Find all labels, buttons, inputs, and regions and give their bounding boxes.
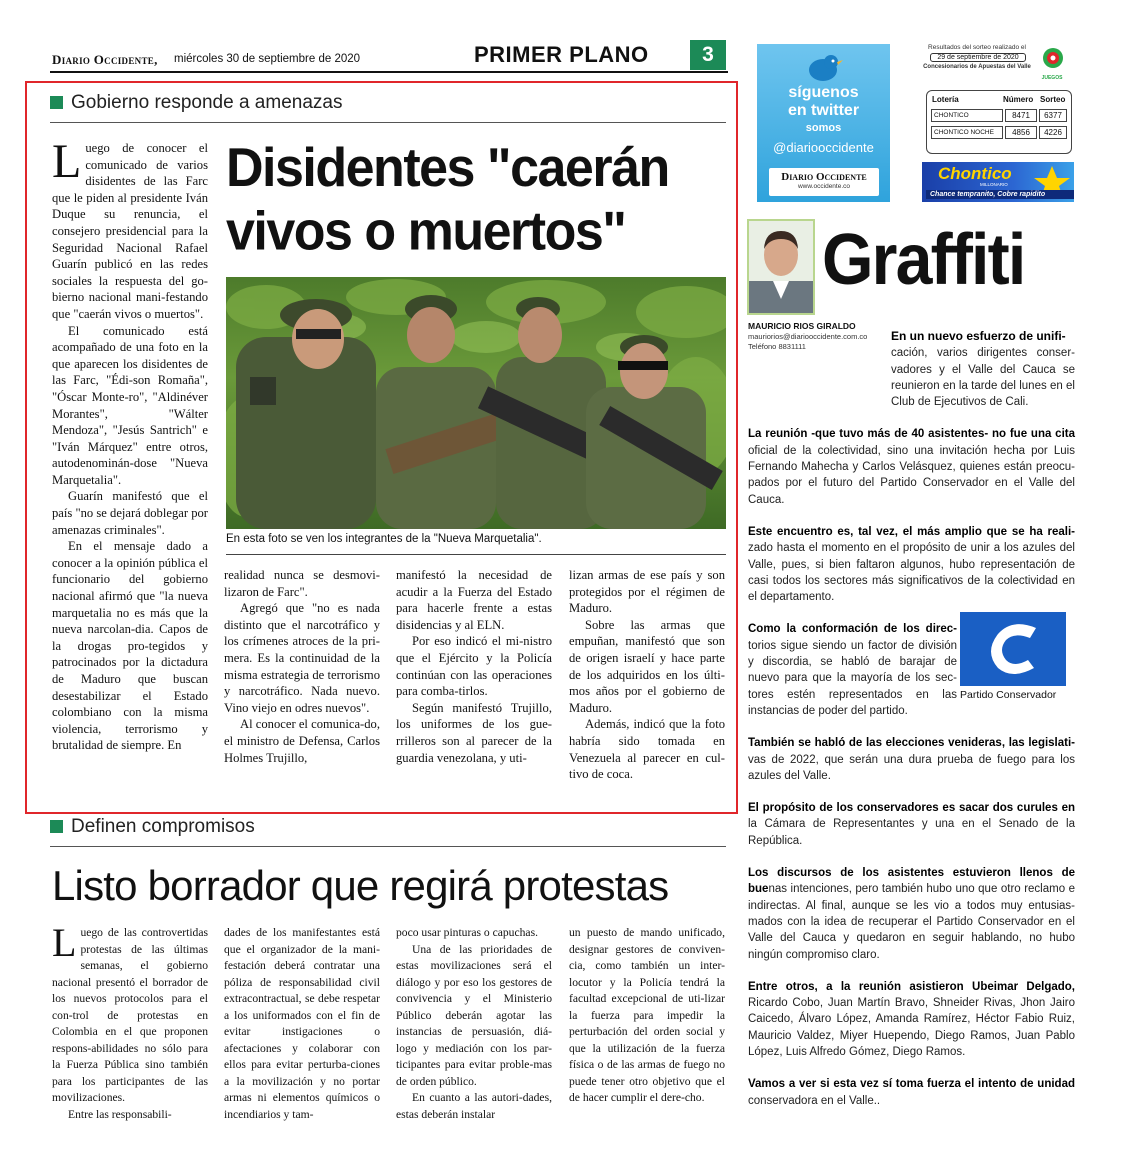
lottery-title-1: Resultados del sorteo realizado el: [928, 44, 1026, 51]
lottery-header-name: Lotería: [932, 95, 959, 104]
drop-cap: L: [52, 920, 77, 965]
lead-in: Como la conformación de los direc-: [748, 623, 957, 636]
twitter-line1: síguenos: [788, 84, 859, 101]
lottery-header-number: Número: [1003, 95, 1034, 104]
paragraph: Al conocer el comunica-do, el ministro de Defensa, Carlos Holmes Trujillo,: [224, 717, 380, 765]
paragraph: dades de los manifestantes está que el organizador de la mani-festación deberá contratar una póliza de responsabilidad civil extracontractual, se debe respetar a los uniformados con el fin de evitar instigaciones o afectaciones y colaborar con ellos para evitar perturba-ciones a la movilización y no portar armas ni elementos químicos o incendiarios y tam-: [224, 926, 380, 1121]
article1-photo: [226, 277, 726, 529]
kicker-text: Gobierno responde a amenazas: [71, 92, 343, 113]
lead-in: Entre otros, a la reunión asistieron Ubeimar Delgado,: [748, 980, 1075, 993]
lead-in: La reunión -que tuvo más de 40 asistentes- no fue una cita: [748, 428, 1075, 441]
paragraph: Entre las responsabili-: [68, 1107, 172, 1121]
paragraph-text: nas intenciones, pero también hubo uno que otro reclamo e indirectas. Al final, aunque se les vio a todos muy entusias-mados con la idea de recuperar el Partido Conservador en el Valle del Cauca y quedaron en seguir hablando, no hubo ningún compromiso claro.: [748, 883, 1075, 961]
header-date: miércoles 30 de septiembre de 2020: [174, 53, 361, 65]
kicker-square-icon: [50, 96, 63, 109]
lead-in: Este encuentro es, tal vez, el más amplio que se ha reali-: [748, 525, 1075, 538]
paragraph: En cuanto a las autori-dades, estas deberán instalar: [396, 1091, 552, 1121]
graffiti-paragraph: [748, 426, 1075, 507]
paragraph-text: vas de 2022, que serán una dura prueba de fuego para los azules del Valle.: [748, 753, 1075, 782]
paragraph-text: cación, varios dirigentes conser-vadores y el Valle del Cauca se reunieron en la tarde del lunes en el Club de Ejecutivos de Cali.: [891, 347, 1075, 409]
article1-col2: [224, 567, 380, 766]
author-photo: [747, 219, 815, 315]
twitter-line2: en twitter: [787, 102, 860, 119]
article2-kicker: [50, 816, 255, 838]
lottery-table: [926, 90, 1072, 154]
juegos-logo-text: JUEGOS: [1041, 75, 1063, 81]
paragraph-text: Ricardo Cobo, Juan Martín Bravo, Shneider Rivas, Jhon Jairo Caicedo, Álvaro López, Amanda Ramírez, Héctor Fabio Ruiz, Mauricio Valdez, Miyer Huependo, Diego Ramos, Juan Pablo López, Luis Alfredo Gómez, Diego Ramos.: [748, 997, 1075, 1058]
chontico-sub: MILLONARIO: [980, 182, 1008, 187]
paragraph: realidad nunca se desmovi-lizaron de Farc".: [224, 568, 380, 599]
article1-kicker: [50, 92, 342, 114]
lead-in: El propósito de los conservadores es sacar dos curules en: [748, 802, 1075, 815]
lottery-title-2: Concesionarios de Apuestas del Valle: [923, 64, 1031, 70]
article1-headline: Disidentes "caerán vivos o muertos": [226, 137, 669, 263]
paragraph: Agregó que "no es nada distinto que el narcotráfico y los crímenes atroces de la pri-mera. Es la continuidad de la misma estrategia de terrorismo y narcotráfico. Nada nuevo. Vino viejo en odres nuevos".: [224, 601, 380, 715]
author-portrait: [749, 221, 813, 313]
graffiti-paragraph: [748, 524, 1075, 605]
twitter-bird-icon: [803, 52, 843, 84]
article2-headline: Listo borrador que regirá protestas: [52, 862, 669, 909]
author-phone: Teléfono 8831111: [748, 342, 806, 351]
twitter-line3: somos: [805, 122, 842, 134]
paragraph-text: la Cámara de Representantes y una en el Senado de la República.: [748, 818, 1075, 847]
graffiti-paragraph: [748, 865, 1075, 963]
graffiti-paragraph: [748, 979, 1075, 1060]
lead-in: También se habló de las elecciones venideras, las legislati-: [748, 737, 1075, 750]
table-row: [931, 126, 1067, 139]
paragraph: un puesto de mando unificado, designar gestores de conviven-cia, como también un inter-locutor y la Policía tendrá la facultad excepcional de uti-lizar la fuerza para impedir la perturbación del orden social y que la utilización de la fuerza física o de las armas de fuego no puede tener otro objetivo que el de hacer cumplir el dere-cho.: [569, 926, 725, 1104]
article1-col3: [396, 567, 552, 766]
paragraph: Además, indicó que la foto habría sido tomada en Venezuela al parecer en cul-tivo de coca.: [569, 717, 725, 782]
soldiers-photo: [226, 277, 726, 529]
lead-in: Los discursos de los asistentes estuvieron llenos de bue: [748, 867, 1075, 896]
photo-caption: En esta foto se ven los integrantes de la "Nueva Marquetalia".: [226, 533, 542, 545]
paragraph: uego de las controvertidas protestas de las últimas semanas, el gobierno nacional presentó el borrador de los nuevos protocolos para el con-trol de protestas en Colombia en el que proponen respons-abilidades no sólo para la Fuerza Pública sino también para los participantes de las movilizaciones.: [52, 926, 208, 1104]
paragraph-text: torios sigue siendo un factor de división y discordia, se habló de barajar de nuevo para que la mayoría de los sec-tores estén representados en las instancias de poder del partido.: [748, 639, 957, 717]
kicker-rule: [50, 846, 726, 847]
chontico-banner[interactable]: [922, 162, 1074, 202]
paragraph: Una de las prioridades de estas movilizaciones será el diálogo y por eso los gestores de convivencia y el Ministerio Público deberán agotar las instancias de persuasión, diá-logo y mediación con los par-ticipantes para evitar proble-mas de orden público.: [396, 942, 552, 1088]
lead-in: Vamos a ver si esta vez sí toma fuerza el intento de unidad: [748, 1078, 1075, 1091]
twitter-ad[interactable]: [757, 44, 890, 202]
paragraph: Guarín manifestó que el país "no se dejará doblegar por amenazas criminales".: [52, 489, 208, 537]
graffiti-body: [748, 328, 1075, 1125]
article2-col4: [569, 925, 725, 1107]
page-header: [50, 40, 728, 72]
kicker-square-icon: [50, 820, 63, 833]
kicker-text: Definen compromisos: [71, 816, 255, 837]
paper-name: Diario Occidente,: [52, 52, 158, 67]
twitter-handle: @diariooccidente: [773, 140, 874, 155]
author-name: MAURICIO RIOS GIRALDO: [748, 321, 856, 331]
party-logo-caption: Partido Conservador: [960, 689, 1057, 701]
paragraph: manifestó la necesidad de acudir a la Fuerza del Estado para hacerle frente a estas disidencias y al ELN.: [396, 568, 552, 632]
brand-url: www.occidente.co: [797, 183, 851, 190]
brand-name: Diario Occidente: [781, 171, 867, 183]
paragraph: En el mensaje dado a conocer a la opinión pública el funcionario del gobierno nacional afirmó que "la nueva marquetalia no es más que la nueva narcolan-dia. Capos de la drogas pro-tegidos y patrocinados por la dictadura de Maduro que buscan desestabilizar el Estado colombiano con la misma violencia, terrorismo y brutalidad de siempre. En: [52, 539, 208, 753]
paragraph-text: oficial de la colectividad, sino una invitación hecha por Luis Fernando Mahecha y Carlos Velásquez, quienes están preocu-pados por el futuro del Partido Conservador en el Valle del Cauca.: [748, 444, 1075, 506]
caption-rule: [226, 554, 726, 555]
lottery-number: 8471: [1005, 109, 1037, 122]
graffiti-paragraph: [748, 800, 1075, 849]
lottery-name: CHONTICO: [931, 109, 1003, 122]
drop-cap: L: [52, 135, 82, 188]
paragraph-text: conservadora en el Valle..: [748, 1094, 881, 1107]
lottery-date: 29 de septiembre de 2020: [930, 53, 1026, 62]
lottery-header-draw: Sorteo: [1040, 95, 1066, 104]
article1-col4: [569, 567, 725, 783]
lottery-draw: 6377: [1039, 109, 1067, 122]
paragraph: Por eso indicó el mi-nistro que el Ejército y la Policía continúan con las operaciones para comba-tirlos.: [396, 634, 552, 699]
section-name: PRIMER PLANO: [474, 42, 649, 67]
kicker-rule: [50, 122, 726, 123]
graffiti-paragraph: [748, 621, 957, 719]
article2-col1: [52, 920, 208, 1123]
juegos-logo-icon: [1036, 46, 1070, 74]
lead-in: En un nuevo esfuerzo de unifi-: [891, 329, 1066, 343]
graffiti-title: Graffiti: [822, 220, 1025, 300]
lottery-draw: 4226: [1039, 126, 1067, 139]
chontico-name: Chontico: [938, 164, 1012, 183]
chontico-slogan: Chance tempranito, Cobre rapidito: [926, 190, 1074, 199]
lottery-widget: [922, 44, 1074, 204]
paragraph: poco usar pinturas o capuchas.: [396, 926, 538, 939]
paragraph-text: zado hasta el momento en el propósito de unir a los azules del Valle, pues, si bien faltaron algunos, hubo representación de casi todos los sectores más significativos de la colectividad en el departamento.: [748, 542, 1075, 604]
author-email: mauriorios@diariooccidente.com.co: [748, 332, 868, 341]
paragraph: Sobre las armas que empuñan, manifestó que son de origen israelí y hace parte de los adquiridos en los últi-mos años por el gobierno de Maduro.: [569, 617, 725, 715]
graffiti-paragraph: [748, 735, 1075, 784]
paragraph: Según manifestó Trujillo, los uniformes de los gue-rrilleros son al parecer de la guardia venezolana, y uti-: [396, 700, 552, 765]
header-rule: [50, 71, 728, 73]
lottery-number: 4856: [1005, 126, 1037, 139]
paragraph: uego de conocer el comunicado de varios disidentes de las Farc que le piden al presidente Iván Duque su renuncia, el consejero presidencial para la Seguridad Nacional Rafael Guarín publicó en las redes sociales la respuesta del go-bierno nacional mani-festando que "caerán vivos o muertos".: [52, 141, 208, 321]
article2-col3: [396, 925, 552, 1123]
table-row: [931, 109, 1067, 122]
paragraph: lizan armas de ese país y son protegidos por el régimen de Maduro.: [569, 568, 725, 616]
page-number: 3: [690, 40, 726, 70]
graffiti-paragraph: [748, 1076, 1075, 1109]
brand-box: [769, 168, 879, 196]
article2-col2: [224, 925, 380, 1123]
paragraph: El comunicado está acompañado de una foto en la que aparecen los disidentes de las Farc, "Édi-son Romaña", "Óscar Monte-ro", "Aldinéver Morantes", "Wálter Mendoza", "Jesús Santrich" e "Iván Márquez" entre otros, autodenominán-dose "Nueva Marquetalia".: [52, 323, 208, 487]
lottery-name: CHONTICO NOCHE: [931, 126, 1003, 139]
graffiti-paragraph: [891, 328, 1075, 410]
article1-col1: [52, 135, 208, 754]
